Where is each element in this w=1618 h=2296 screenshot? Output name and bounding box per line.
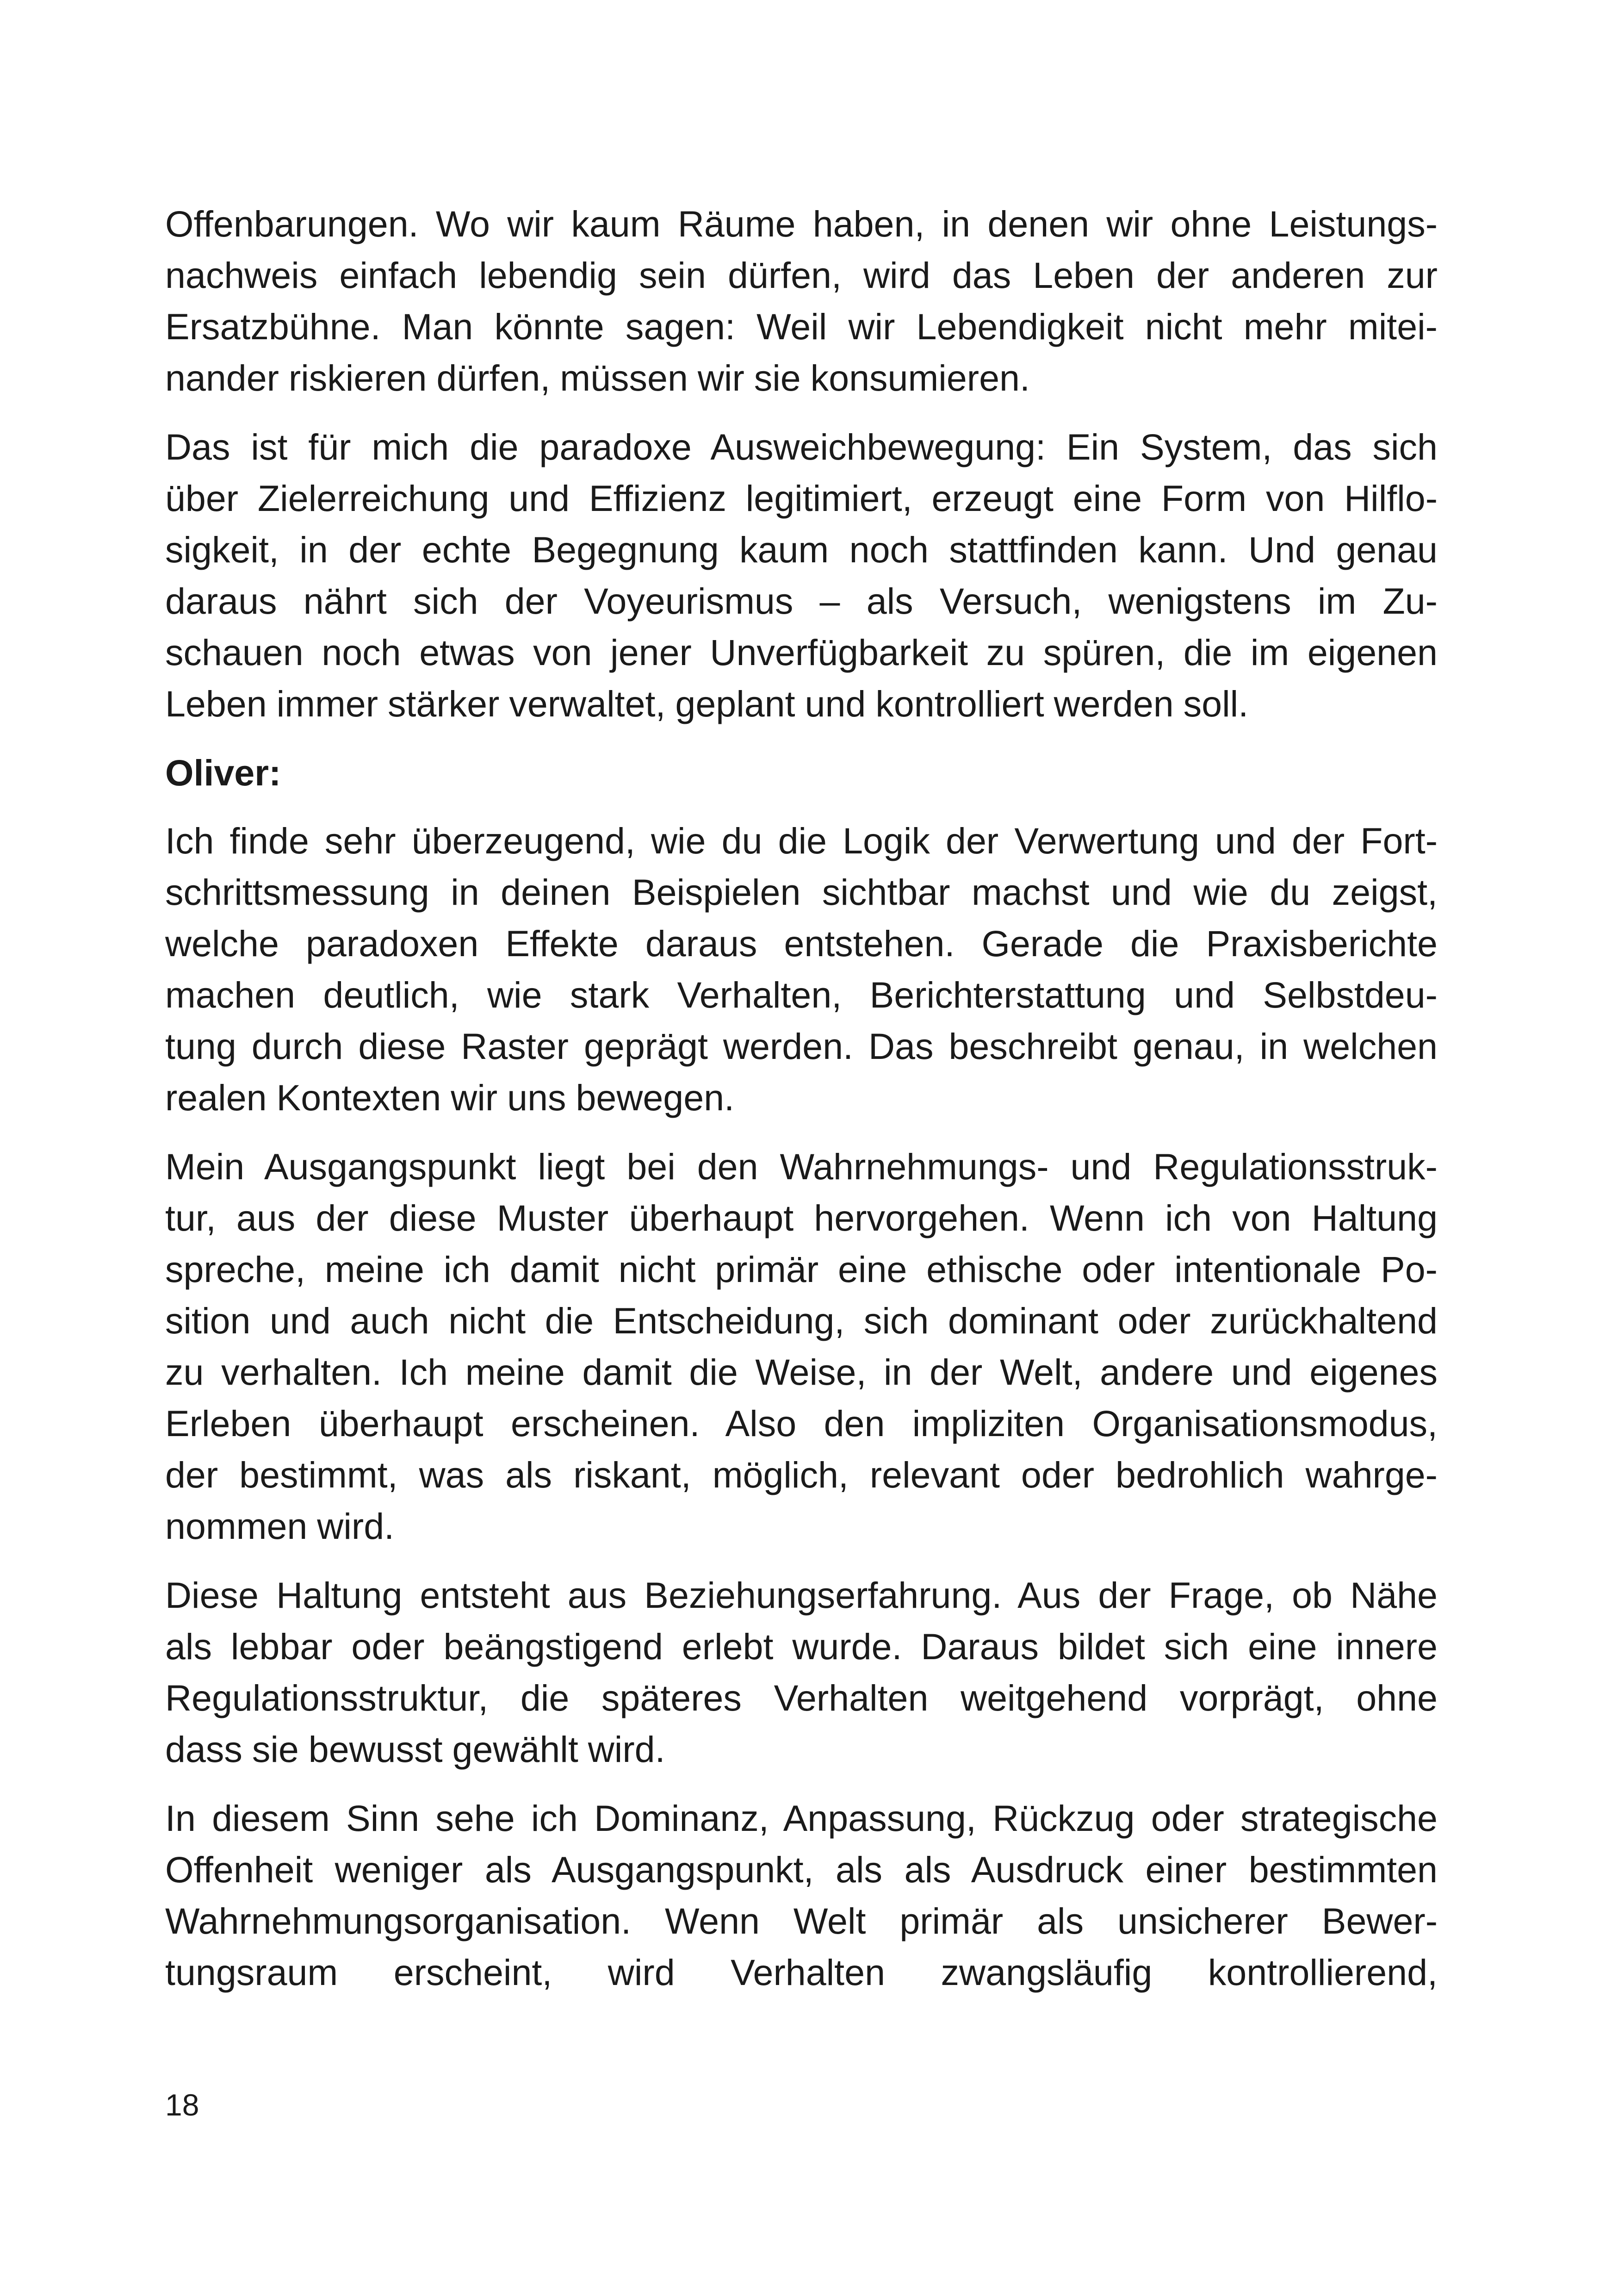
text-line: Mein Ausgangspunkt liegt bei den Wahrnehmungs- und Regulationsstruk- — [165, 1146, 1438, 1187]
text-line: schrittsmessung in deinen Beispielen sichtbar machst und wie du zeigst, — [165, 871, 1438, 913]
text-line: Wahrnehmungsorganisation. Wenn Welt primär als unsicherer Bewer- — [165, 1900, 1438, 1941]
text-line: nommen wird. — [165, 1506, 395, 1547]
text-line: Erleben überhaupt erscheinen. Also den impliziten Organisationsmodus, — [165, 1403, 1438, 1444]
speaker-paragraph-1 — [165, 815, 1438, 1123]
speaker-name: Oliver: — [165, 752, 281, 793]
body-text — [165, 198, 1438, 2016]
text-line: Ich finde sehr überzeugend, wie du die Logik der Verwertung und der Fort- — [165, 820, 1438, 861]
page-number: 18 — [165, 2088, 199, 2122]
text-line: Offenheit weniger als Ausgangspunkt, als als Ausdruck einer bestimmten — [165, 1849, 1438, 1890]
text-line: tungsraum erscheint, wird Verhalten zwangsläufig kontrollierend, — [165, 1952, 1438, 1993]
text-line: zu verhalten. Ich meine damit die Weise, in der Welt, andere und eigenes — [165, 1351, 1438, 1393]
text-line: Leben immer stärker verwaltet, geplant und kontrolliert werden soll. — [165, 683, 1249, 724]
text-line: tur, aus der diese Muster überhaupt hervorgehen. Wenn ich von Haltung — [165, 1197, 1438, 1238]
text-line: dass sie bewusst gewählt wird. — [165, 1729, 665, 1770]
speaker-paragraph-2 — [165, 1141, 1438, 1552]
text-line: machen deutlich, wie stark Verhalten, Berichterstattung und Selbstdeu- — [165, 974, 1438, 1015]
text-line: Diese Haltung entsteht aus Beziehungserfahrung. Aus der Frage, ob Nähe — [165, 1574, 1438, 1616]
text-line: Offenbarungen. Wo wir kaum Räume haben, in denen wir ohne Leistungs- — [165, 203, 1438, 244]
speaker-paragraph-4 — [165, 1792, 1438, 1998]
text-line: welche paradoxen Effekte daraus entstehen. Gerade die Praxisberichte — [165, 923, 1438, 964]
text-line: als lebbar oder beängstigend erlebt wurde. Daraus bildet sich eine innere — [165, 1626, 1438, 1667]
text-line: spreche, meine ich damit nicht primär eine ethische oder intentionale Po- — [165, 1249, 1438, 1290]
text-line: Ersatzbühne. Man könnte sagen: Weil wir Lebendigkeit nicht mehr mitei- — [165, 306, 1438, 347]
text-line: Das ist für mich die paradoxe Ausweichbewegung: Ein System, das sich — [165, 426, 1438, 467]
text-line: daraus nährt sich der Voyeurismus – als Versuch, wenigstens im Zu- — [165, 580, 1438, 622]
text-line: schauen noch etwas von jener Unverfügbarkeit zu spüren, die im eigenen — [165, 632, 1438, 673]
text-line: realen Kontexten wir uns bewegen. — [165, 1077, 735, 1118]
text-line: über Zielerreichung und Effizienz legitimiert, erzeugt eine Form von Hilflo- — [165, 478, 1438, 519]
text-line: In diesem Sinn sehe ich Dominanz, Anpassung, Rückzug oder strategische — [165, 1798, 1438, 1839]
speaker-paragraph-3 — [165, 1569, 1438, 1775]
text-line: nander riskieren dürfen, müssen wir sie konsumieren. — [165, 357, 1030, 398]
paragraph-1 — [165, 198, 1438, 404]
text-line: sigkeit, in der echte Begegnung kaum noch stattfinden kann. Und genau — [165, 529, 1438, 570]
text-line: nachweis einfach lebendig sein dürfen, wird das Leben der anderen zur — [165, 255, 1438, 296]
text-line: tung durch diese Raster geprägt werden. Das beschreibt genau, in welchen — [165, 1026, 1438, 1067]
text-line: der bestimmt, was als riskant, möglich, relevant oder bedrohlich wahrge- — [165, 1454, 1438, 1495]
text-line: sition und auch nicht die Entscheidung, sich dominant oder zurückhaltend — [165, 1300, 1438, 1341]
paragraph-2 — [165, 421, 1438, 729]
text-line: Regulationsstruktur, die späteres Verhalten weitgehend vorprägt, ohne — [165, 1677, 1438, 1718]
